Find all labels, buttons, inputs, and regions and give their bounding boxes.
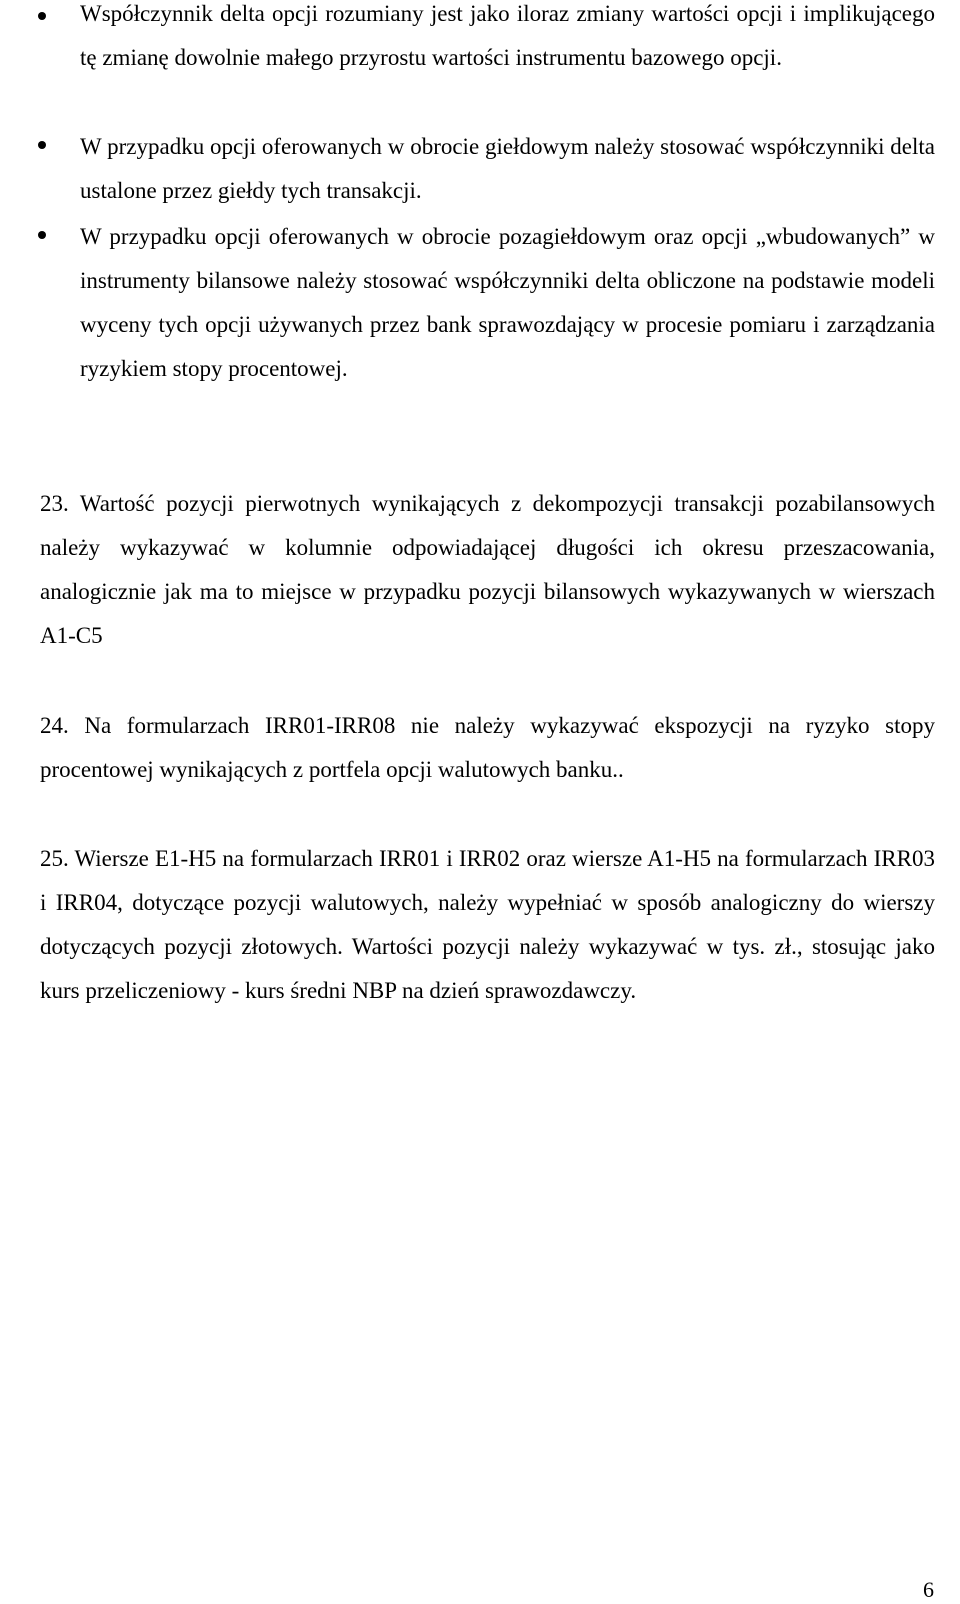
bullet-text: W przypadku opcji oferowanych w obrocie pozagiełdowym oraz opcji „wbudowanych” w instrumenty bilansowe należy stosować współczynniki delta obliczone na podstawie modeli wyceny tych opcji używanych przez bank sprawozdający w procesie pomiaru i zarządzania ryzykiem stopy procentowej. xyxy=(80,224,935,381)
bullet-text: Współczynnik delta opcji rozumiany jest jako iloraz zmiany wartości opcji i implikującego tę zmianę dowolnie małego przyrostu wartości instrumentu bazowego opcji. xyxy=(80,1,935,70)
numbered-paragraph-24 xyxy=(40,704,935,792)
paragraph-text: Wartość pozycji pierwotnych wynikających z dekompozycji transakcji pozabilansowych należy wykazywać w kolumnie odpowiadającej długości ich okresu przeszacowania, analogicznie jak ma to miejsce w przypadku pozycji bilansowych wykazywanych w wierszach A1-C5 xyxy=(40,491,935,648)
numbered-paragraph-23 xyxy=(40,482,935,658)
bullet-icon xyxy=(38,12,46,20)
bullet-text: W przypadku opcji oferowanych w obrocie giełdowym należy stosować współczynniki delta ustalone przez giełdy tych transakcji. xyxy=(80,134,935,203)
numbered-paragraph-25 xyxy=(40,837,935,1013)
paragraph-text: Na formularzach IRR01-IRR08 nie należy wykazywać ekspozycji na ryzyko stopy procentowej wynikających z portfela opcji walutowych banku.. xyxy=(40,713,935,782)
paragraph-text: Wiersze E1-H5 na formularzach IRR01 i IRR02 oraz wiersze A1-H5 na formularzach IRR03 i IRR04, dotyczące pozycji walutowych, należy wypełniać w sposób analogiczny do wierszy dotyczących pozycji złotowych. Wartości pozycji należy wykazywać w tys. zł., stosując jako kurs przeliczeniowy - kurs średni NBP na dzień sprawozdawczy. xyxy=(40,846,935,1003)
page-number: 6 xyxy=(923,1577,934,1602)
paragraph-number: 23. xyxy=(40,491,69,516)
paragraph-number: 24. xyxy=(40,713,69,738)
bullet-icon xyxy=(38,231,46,239)
paragraph-number: 25. xyxy=(40,846,69,871)
bullet-icon xyxy=(38,141,46,149)
